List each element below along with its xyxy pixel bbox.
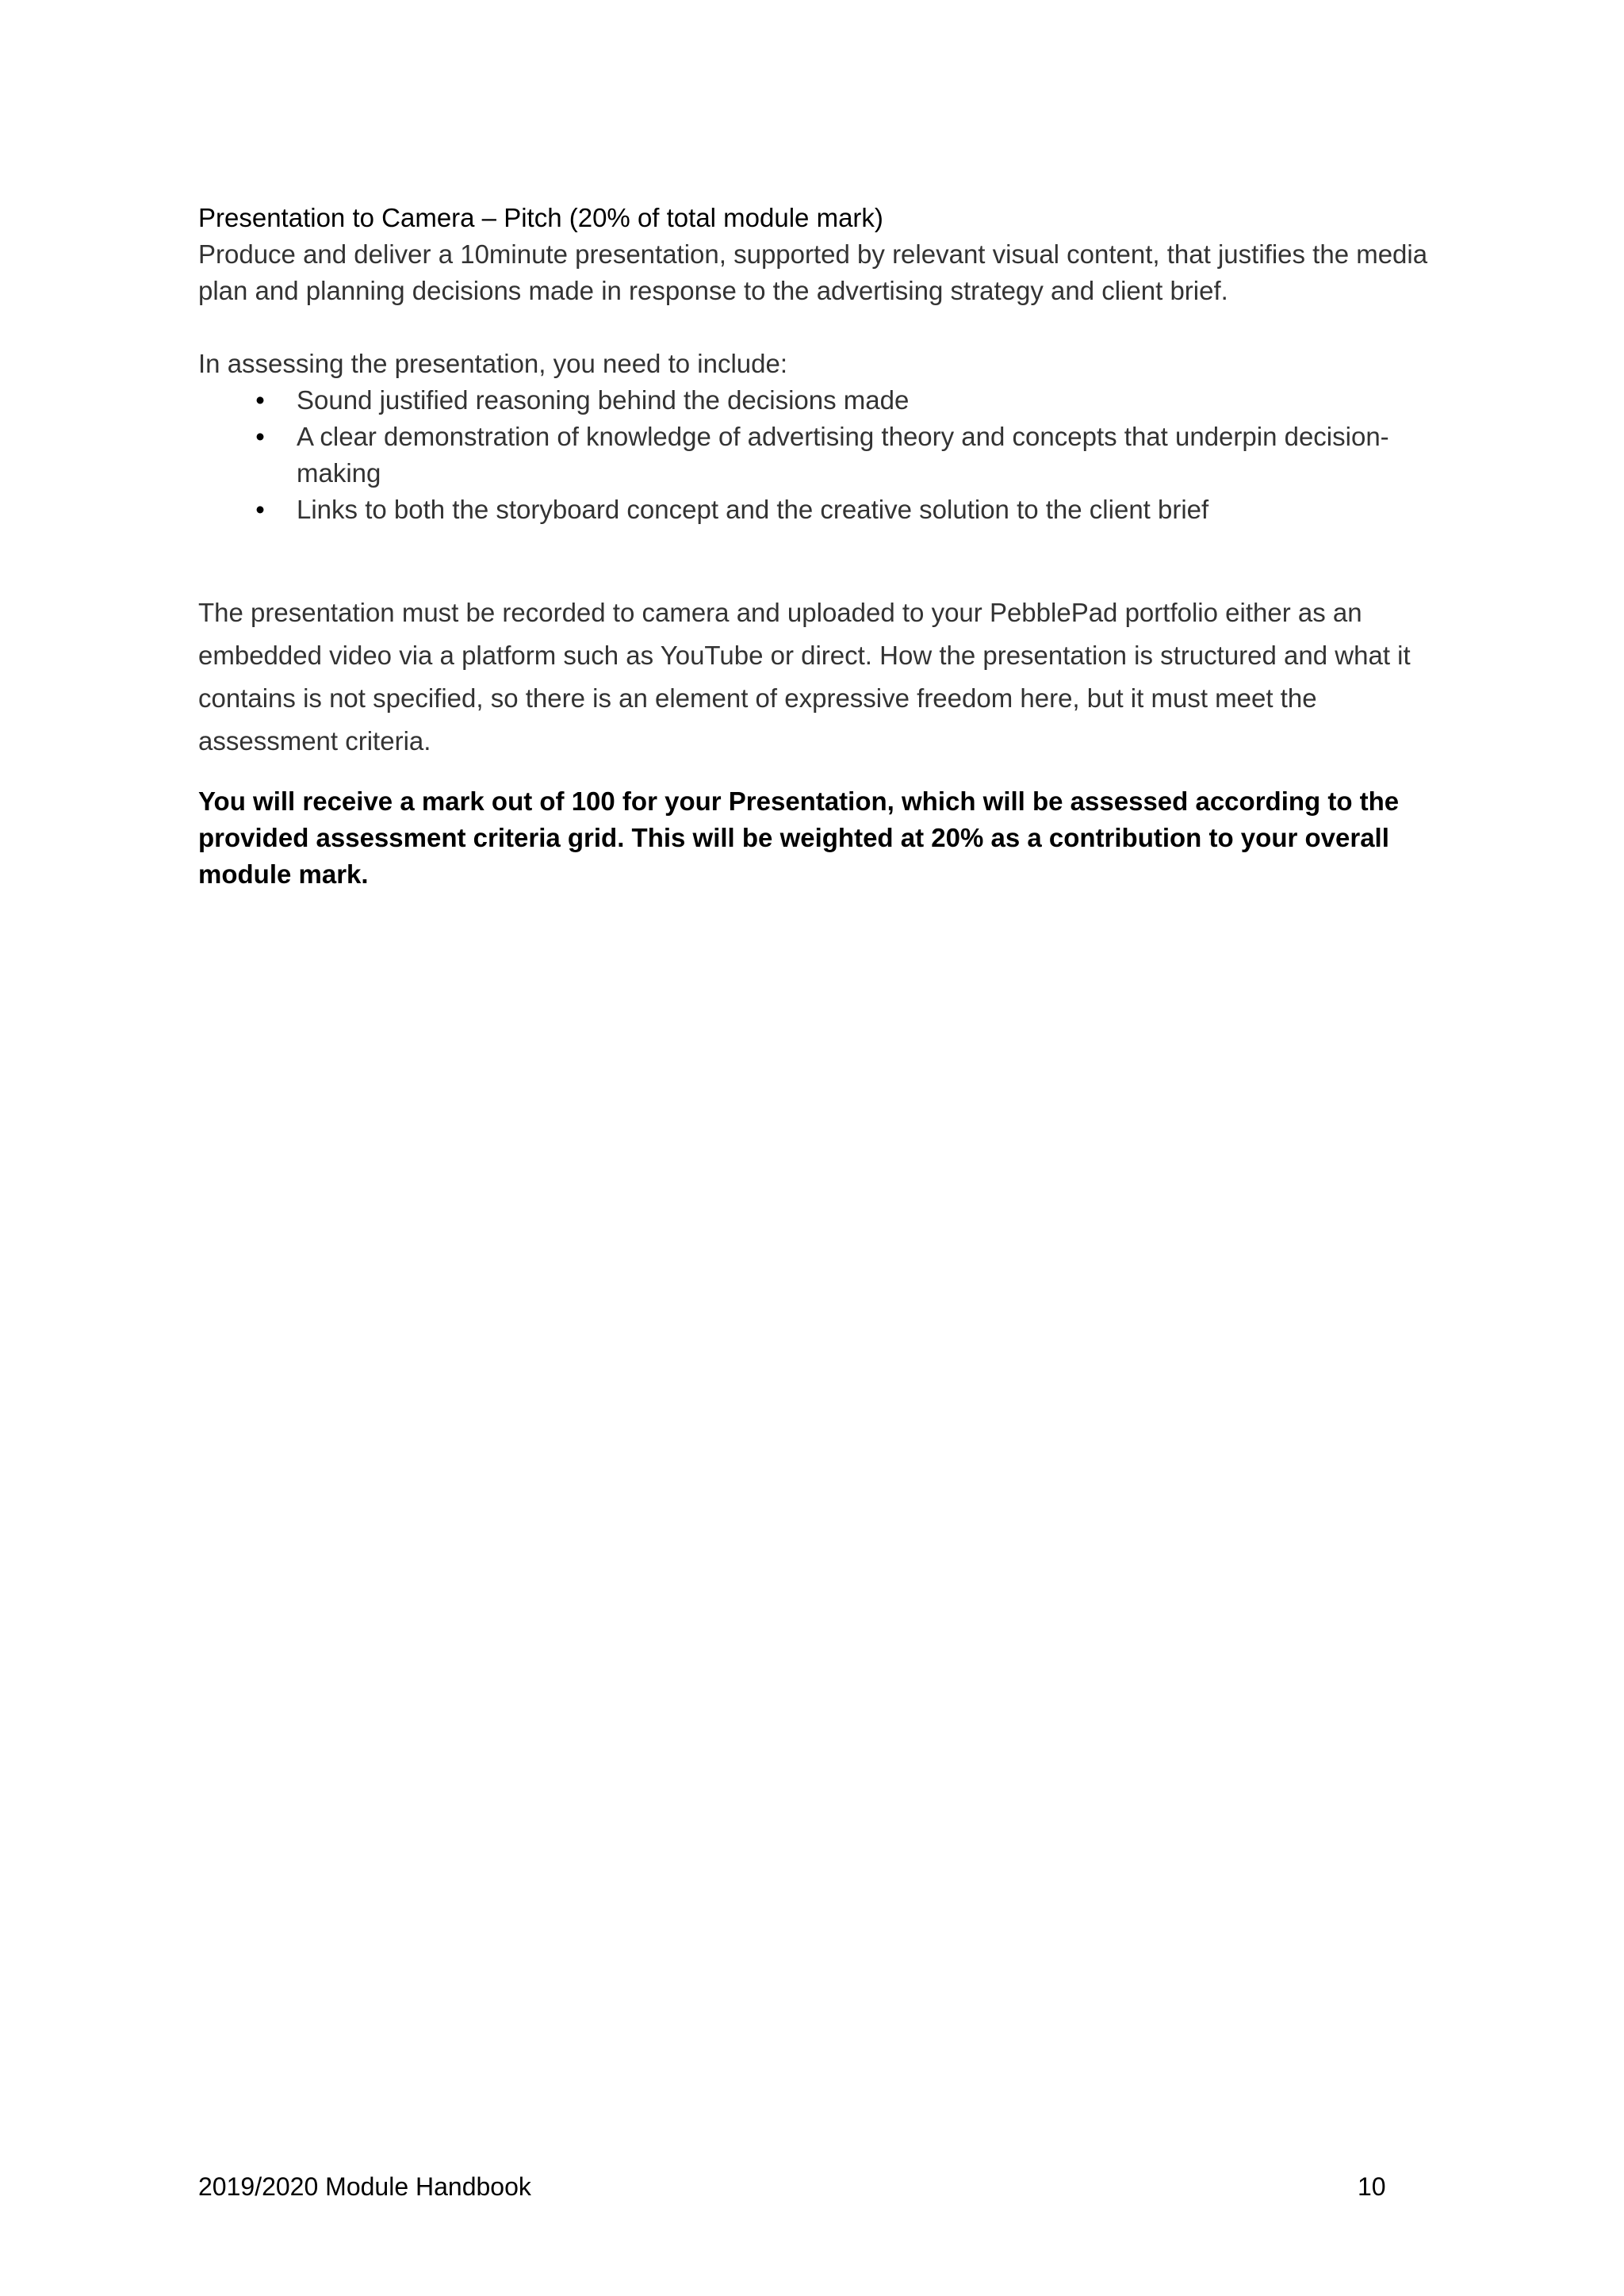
spacer [198, 763, 1435, 783]
requirements-intro: In assessing the presentation, you need to include: [198, 349, 787, 378]
page-number: 10 [1358, 2172, 1386, 2201]
submission-paragraph: The presentation must be recorded to camera and uploaded to your PebblePad portfolio either as an embedded video via a platform such as YouTube or direct. How the presentation is structured and what it contains is not specified, so there is an element of expressive freedom here, but it must meet the assessment criteria. [198, 598, 1411, 756]
bullet-icon: • [255, 385, 265, 415]
section-description: Produce and deliver a 10minute presentation, supported by relevant visual content, that justifies the media plan and planning decisions made in response to the advertising strategy and client brief. [198, 239, 1428, 305]
list-item-text: Sound justified reasoning behind the decisions made [297, 385, 910, 415]
list-item [198, 492, 1435, 528]
marking-paragraph: You will receive a mark out of 100 for your Presentation, which will be assessed according to the provided assessment criteria grid. This will be weighted at 20% as a contribution to your overall module mark. [198, 786, 1400, 889]
section-heading: Presentation to Camera – Pitch (20% of total module mark) [198, 203, 883, 232]
bullet-icon: • [255, 495, 265, 524]
page-content [198, 200, 1435, 893]
requirements-list [198, 382, 1435, 528]
spacer [198, 309, 1435, 346]
spacer [198, 528, 1435, 591]
list-item-text: Links to both the storyboard concept and the creative solution to the client brief [297, 495, 1209, 524]
list-item-text: A clear demonstration of knowledge of advertising theory and concepts that underpin decision-making [297, 422, 1389, 488]
list-item [198, 419, 1435, 492]
bullet-icon: • [255, 422, 265, 451]
footer-title: 2019/2020 Module Handbook [198, 2172, 531, 2201]
list-item [198, 382, 1435, 419]
